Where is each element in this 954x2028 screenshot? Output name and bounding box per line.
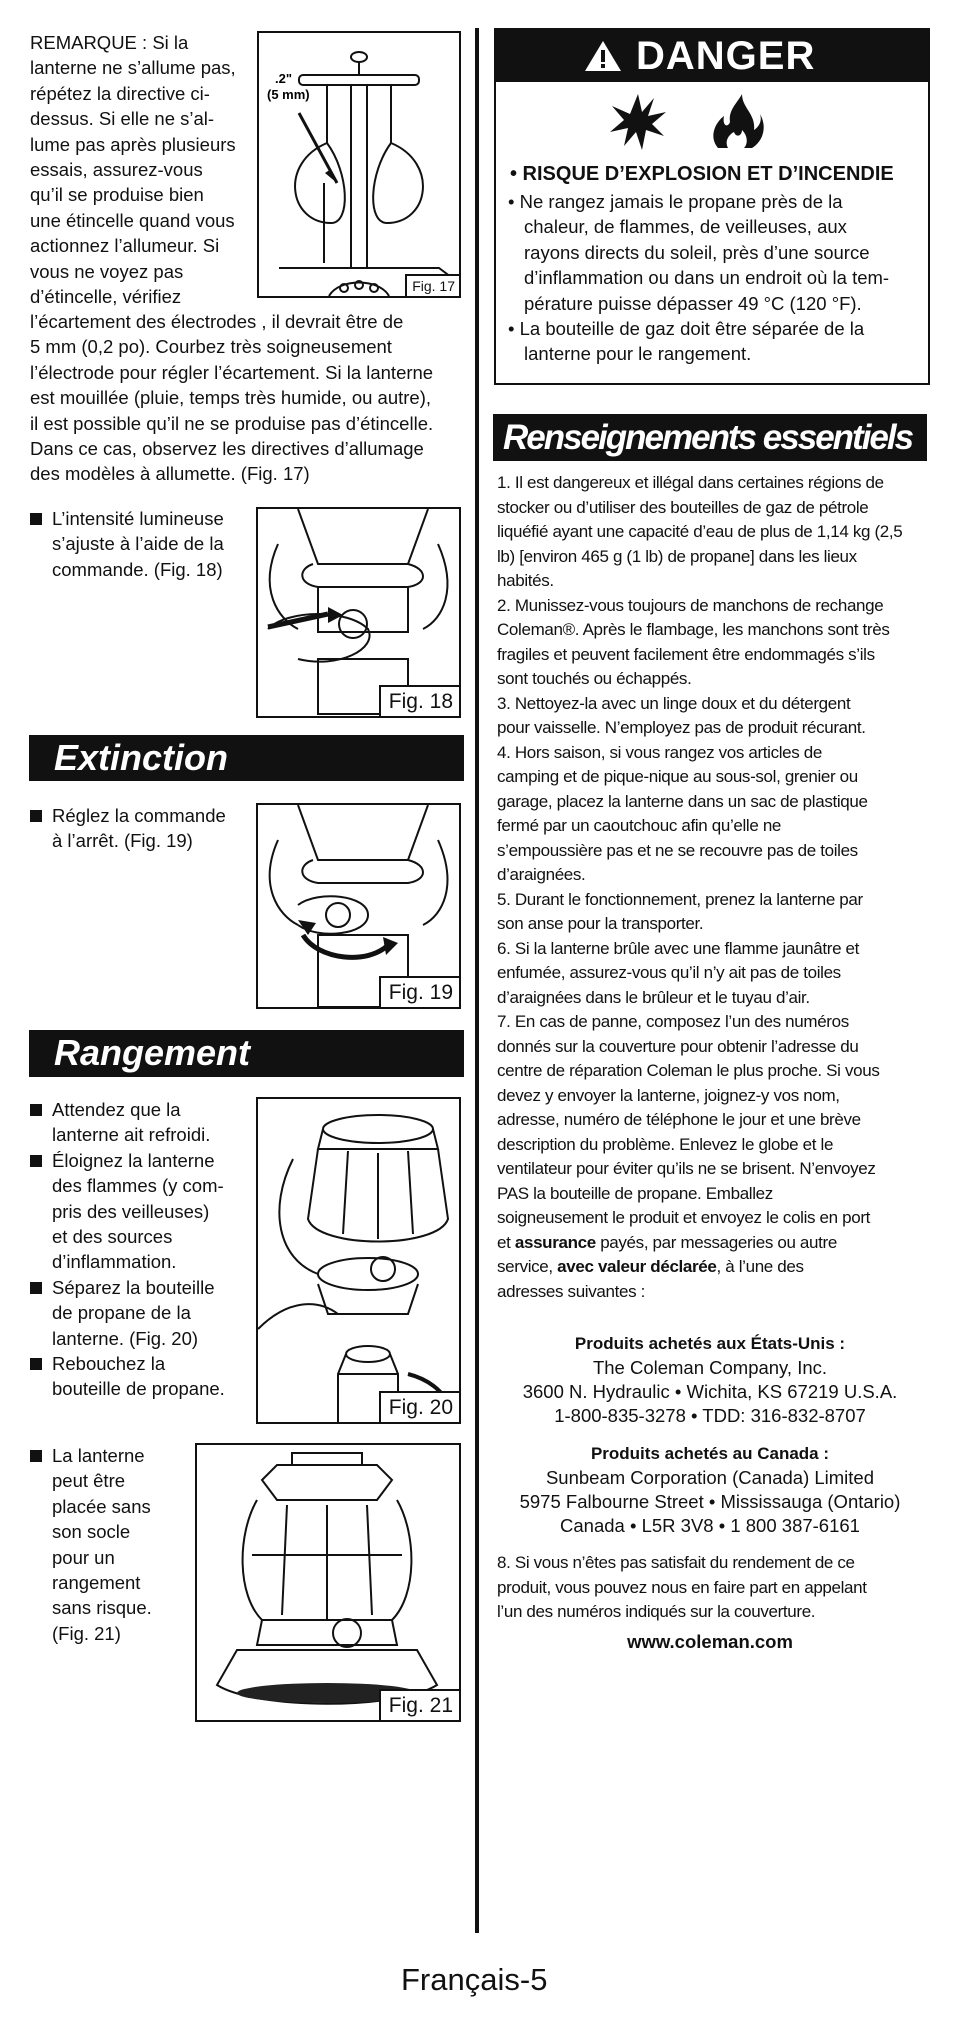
text-line: pris des veilleuses) — [52, 1200, 210, 1222]
text-line: 2. Munissez-vous toujours de manchons de rechange — [497, 595, 884, 615]
text-line: fermé par un caoutchouc afin qu’elle ne — [497, 816, 782, 835]
extinction-bullet — [30, 803, 250, 854]
text-line: répétez la directive ci- — [30, 82, 210, 104]
us-address-block — [493, 1332, 927, 1428]
text-line: centre de réparation Coleman le plus proche. Si vous — [497, 1061, 880, 1080]
text-line: son anse pour la transporter. — [497, 914, 704, 933]
text-line: qu’il se produise bien — [30, 184, 204, 206]
text-line: pour vaisselle. N’employez pas de produit récurant. — [497, 718, 866, 737]
address-line: The Coleman Company, Inc. — [592, 1357, 828, 1378]
text-line: chaleur, de flammes, de veilleuses, aux — [524, 216, 847, 238]
square-bullet-icon — [30, 1155, 42, 1167]
text-line: 4. Hors saison, si vous rangez vos articles de — [497, 742, 822, 762]
bullet-item — [30, 1351, 255, 1402]
address-line: 1-800-835-3278 • TDD: 316-832-8707 — [554, 1405, 866, 1426]
text-line: bouteille de propane. — [52, 1378, 225, 1400]
text-line: fragiles et peuvent facilement être endommagés s’ils — [497, 644, 875, 664]
text-line: 5. Durant le fonctionnement, prenez la lanterne par — [497, 889, 863, 909]
text-line: • La bouteille de gaz doit être séparée de la — [508, 318, 865, 339]
text-line: une étincelle quand vous — [30, 209, 235, 231]
fire-icon — [706, 92, 766, 152]
text-line: lanterne ne s’allume pas, — [30, 57, 236, 79]
text-line: dessus. Si elle ne s’al- — [30, 108, 215, 130]
text-line: 8. Si vous n’êtes pas satisfait du rendement de ce — [497, 1553, 855, 1572]
square-bullet-icon — [30, 1450, 42, 1462]
text-line: stocker ou d’utiliser des bouteilles de gaz de pétrole — [497, 497, 869, 517]
figure-17 — [257, 31, 461, 298]
text-line: s’empoussière pas et ne se recouvre pas de toiles — [497, 840, 858, 860]
danger-heading: • RISQUE D’EXPLOSION ET D’INCENDIE — [510, 163, 894, 185]
figure-20 — [256, 1097, 461, 1424]
danger-box — [494, 28, 930, 385]
essentials-body — [497, 471, 927, 1304]
text-line: peut être — [52, 1470, 126, 1492]
text-line: à l’arrêt. (Fig. 19) — [52, 830, 193, 852]
text-line: soigneusement le produit et envoyez le colis en port — [497, 1208, 871, 1227]
section-title: Rangement — [54, 1032, 251, 1073]
text-line: Attendez que la — [52, 1099, 181, 1120]
text-line: d’étincelle, vérifiez — [30, 286, 182, 308]
dimension-inch-label: .2" — [275, 71, 293, 86]
square-bullet-icon — [30, 1104, 42, 1116]
text-line: d’araignées. — [497, 865, 586, 884]
danger-header — [496, 30, 928, 82]
text-line: lanterne pour le rangement. — [524, 343, 752, 365]
canada-address-heading: Produits achetés au Canada : — [590, 1444, 830, 1463]
square-bullet-icon — [30, 1282, 42, 1294]
text-line: camping et de pique-nique au sous-sol, grenier ou — [497, 767, 858, 786]
warning-triangle-icon — [584, 39, 622, 73]
address-line: 5975 Falbourne Street • Mississauga (Ontario) — [519, 1491, 901, 1512]
figure-19-label: Fig. 19 — [379, 976, 459, 1007]
text-line: pérature puisse dépasser 49 °C (120 °F). — [524, 292, 862, 314]
bullet-item — [30, 803, 250, 854]
text-line: 6. Si la lanterne brûle avec une flamme jaunâtre et — [497, 938, 860, 958]
text-line: produit, vous pouvez nous en faire part en appelant — [497, 1577, 867, 1597]
rangement-bullets — [30, 1097, 255, 1402]
canada-address-block — [493, 1442, 927, 1538]
dimension-mm-label: (5 mm) — [267, 87, 310, 102]
text-line: des modèles à allumette. (Fig. 17) — [30, 463, 310, 485]
rangement-heading — [29, 1030, 464, 1077]
text-line — [497, 1231, 927, 1256]
danger-bullet-2 — [508, 316, 923, 367]
text-line: lb) [environ 465 g (1 lb) de propane] dans les lieux — [497, 546, 857, 566]
text-line: d’inflammation ou dans un endroit où la tem- — [524, 267, 890, 289]
text-line: et des sources — [52, 1226, 173, 1248]
bullet-item — [30, 1097, 255, 1148]
bullet-item — [30, 1148, 255, 1275]
essentials-heading — [493, 414, 927, 461]
figure-18 — [256, 507, 461, 718]
text-line: s’ajuste à l’aide de la — [52, 533, 224, 555]
square-bullet-icon — [30, 513, 42, 525]
text-line: de propane de la — [52, 1302, 191, 1324]
section-title: Extinction — [54, 737, 229, 778]
text-line: devez y envoyer la lanterne, joignez-y vos nom, — [497, 1085, 840, 1105]
address-line: Sunbeam Corporation (Canada) Limited — [545, 1467, 875, 1488]
text-line: rangement — [52, 1572, 141, 1594]
socle-bullet — [30, 1443, 195, 1646]
text-line: vous ne voyez pas — [30, 260, 184, 282]
text-line: l’écartement des électrodes , il devrait être de — [30, 311, 404, 332]
bullet-item — [30, 1275, 255, 1351]
text-line: Rebouchez la — [52, 1353, 166, 1375]
text-line: placée sans — [52, 1495, 151, 1517]
figure-17-label: Fig. 17 — [405, 274, 459, 296]
square-bullet-icon — [30, 810, 42, 822]
danger-title: DANGER — [636, 34, 816, 78]
page-number: Français-5 — [401, 1962, 548, 1997]
text-line: 7. En cas de panne, composez l’un des numéros — [497, 1012, 849, 1031]
text-line: lanterne ait refroidi. — [52, 1124, 211, 1146]
lantern-without-base-illustration — [197, 1445, 459, 1720]
text-line: habités. — [497, 571, 554, 590]
text-line: rayons directs du soleil, près d’une source — [524, 241, 870, 263]
text-line: La lanterne — [52, 1445, 145, 1466]
text-line: l’un des numéros indiqués sur la couverture. — [497, 1602, 816, 1621]
text-line: lume pas après plusieurs — [30, 133, 236, 155]
danger-bullet-1 — [508, 189, 923, 316]
text-fragment: , à l’une des — [716, 1257, 804, 1276]
text-line: Séparez la bouteille — [52, 1276, 215, 1298]
remarque-wrap-text — [30, 30, 260, 309]
text-line: sont touchés ou échappés. — [497, 669, 692, 688]
text-line: lanterne. (Fig. 20) — [52, 1327, 199, 1349]
text-line: d’araignées dans le brûleur et le tuyau d’air. — [497, 987, 810, 1007]
website-link[interactable]: www.coleman.com — [627, 1631, 793, 1652]
text-line: PAS la bouteille de propane. Emballez — [497, 1183, 773, 1203]
emphasis-declared-value: avec valeur déclarée — [557, 1257, 717, 1276]
text-line: Réglez la commande — [52, 805, 226, 826]
text-line: d’inflammation. — [52, 1251, 177, 1273]
text-line: (Fig. 21) — [52, 1622, 121, 1644]
text-line: commande. (Fig. 18) — [52, 558, 223, 580]
text-line: liquéfié ayant une capacité d’eau de plus de 1,14 kg (2,5 — [497, 522, 903, 541]
text-line: son socle — [52, 1521, 131, 1543]
figure-21 — [195, 1443, 461, 1722]
figure-19 — [256, 803, 461, 1009]
text-line — [497, 1255, 927, 1280]
text-line: sans risque. — [52, 1597, 152, 1619]
separate-propane-cylinder-illustration — [258, 1099, 459, 1422]
text-line: il est possible qu’il ne se produise pas d’étincelle. — [30, 412, 434, 434]
text-line: enfumée, assurez-vous qu’il n’y ait pas de toiles — [497, 963, 841, 982]
address-line: Canada • L5R 3V8 • 1 800 387-6161 — [560, 1515, 860, 1536]
address-line: 3600 N. Hydraulic • Wichita, KS 67219 U.S.A. — [522, 1381, 898, 1402]
figure-20-label: Fig. 20 — [379, 1391, 459, 1422]
lantern-electrode-illustration — [259, 33, 459, 296]
intensity-bullet — [30, 506, 250, 582]
text-fragment: et — [497, 1232, 515, 1252]
text-line: 5 mm (0,2 po). Courbez très soigneusement — [30, 336, 392, 358]
figure-18-label: Fig. 18 — [379, 685, 459, 716]
text-line: L’intensité lumineuse — [52, 508, 224, 529]
text-line: donnés sur la couverture pour obtenir l’adresse du — [497, 1036, 859, 1056]
text-line: ventilateur pour éviter qu’ils ne se brisent. N’envoyez — [497, 1159, 876, 1178]
text-line: pour un — [52, 1546, 115, 1568]
square-bullet-icon — [30, 1358, 42, 1370]
text-line: Coleman®. Après le flambage, les manchons sont très — [497, 620, 890, 639]
text-line: REMARQUE : Si la — [30, 32, 189, 53]
text-fragment: payés, par messageries ou autre — [595, 1232, 837, 1252]
column-divider — [475, 28, 479, 1933]
text-line: adresses suivantes : — [497, 1281, 645, 1301]
explosion-icon — [608, 92, 668, 152]
text-line: 3. Nettoyez-la avec un linge doux et du détergent — [497, 693, 851, 713]
us-address-heading: Produits achetés aux États-Unis : — [574, 1334, 846, 1353]
text-line: l’électrode pour régler l’écartement. Si la lanterne — [30, 361, 434, 383]
text-line: • Ne rangez jamais le propane près de la — [508, 191, 843, 212]
item-8-text — [497, 1551, 927, 1625]
text-line: adresse, numéro de téléphone le jour et une brève — [497, 1110, 861, 1129]
bullet-item — [30, 506, 250, 582]
remarque-full-text — [30, 309, 470, 487]
figure-21-label: Fig. 21 — [379, 1689, 459, 1720]
text-line: essais, assurez-vous — [30, 159, 203, 181]
text-line: 1. Il est dangereux et illégal dans certaines régions de — [497, 473, 884, 492]
text-line: description du problème. Enlevez le globe et le — [497, 1134, 834, 1154]
text-fragment: service, — [497, 1257, 558, 1276]
bullet-item — [30, 1443, 195, 1646]
text-line: garage, placez la lanterne dans un sac de plastique — [497, 791, 868, 811]
text-line: actionnez l’allumeur. Si — [30, 235, 220, 257]
text-line: des flammes (y com- — [52, 1175, 224, 1197]
text-line: Dans ce cas, observez les directives d’allumage — [30, 438, 424, 460]
text-line: Éloignez la lanterne — [52, 1149, 215, 1171]
section-title: Renseignements essentiels — [503, 418, 913, 457]
extinction-heading — [29, 735, 464, 781]
text-line: est mouillée (pluie, temps très humide, ou autre), — [30, 387, 432, 409]
emphasis-assurance: assurance — [514, 1232, 596, 1252]
